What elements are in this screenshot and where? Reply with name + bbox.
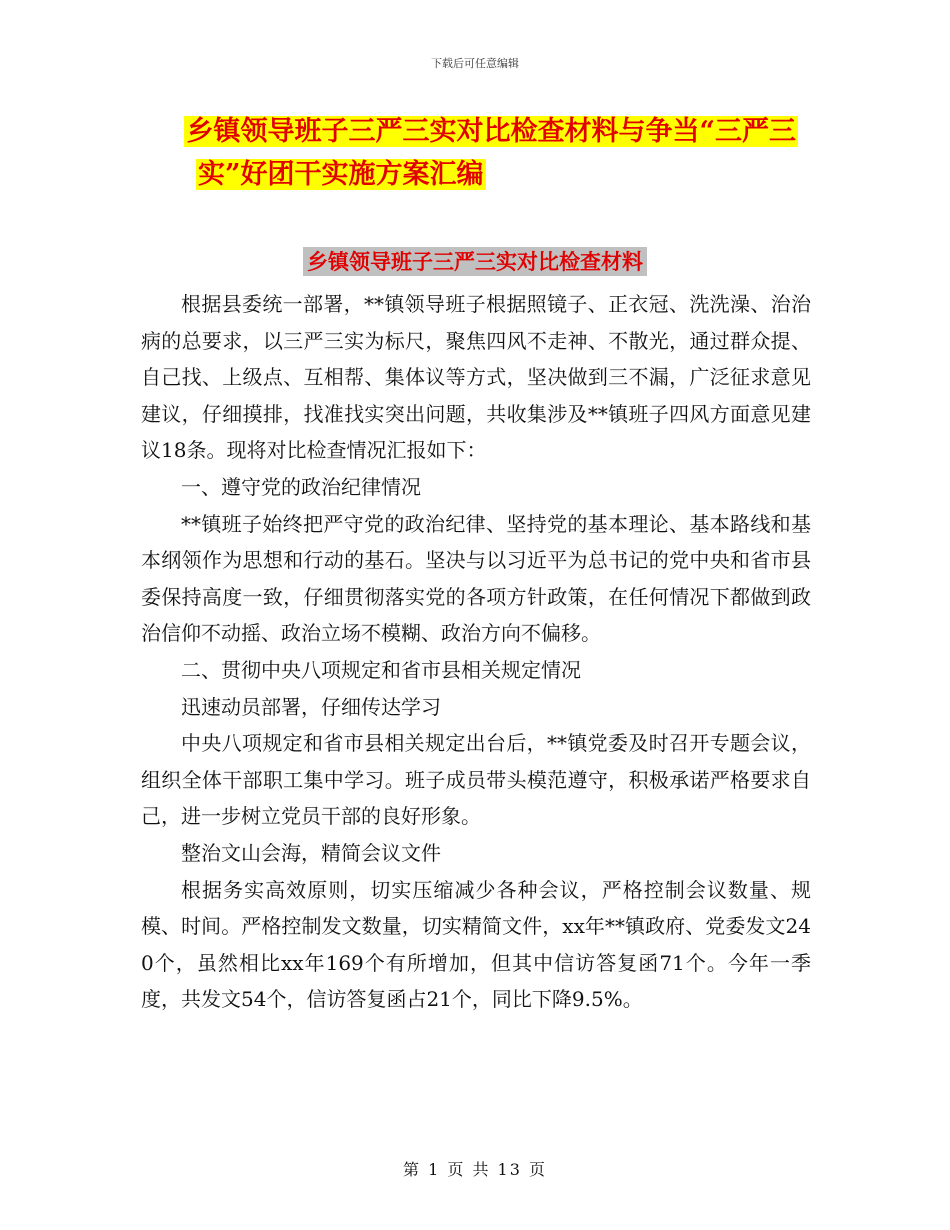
heading-section-2: 二、贯彻中央八项规定和省市县相关规定情况 [181, 657, 581, 682]
section-title-text: 乡镇领导班子三严三实对比检查材料 [303, 247, 647, 276]
main-title-line-1 [150, 112, 798, 152]
header-note: 下载后可任意编辑 [431, 57, 519, 70]
heading-section-1: 一、遵守党的政治纪律情况 [181, 474, 421, 499]
paragraph-political-discipline: **镇班子始终把严守党的政治纪律、坚持党的基本理论、基本路线和基本纲领作为思想和行动的基石。坚决与以习近平为总书记的党中央和省市县委保持高度一致，仔细贯彻落实党的各项方针政策，在任何情况下都做到政治信仰不动摇、政治立场不模糊、政治方向不偏移。 [141, 511, 811, 646]
main-title-text-2: 实”好团干实施方案汇编 [198, 159, 484, 190]
main-title-line-2 [196, 155, 846, 195]
main-title-text-1: 乡镇领导班子三严三实对比检查材料与争当“三严三 [186, 116, 796, 147]
section-title [0, 246, 950, 276]
paragraph-intro: 根据县委统一部署，**镇领导班子根据照镜子、正衣冠、洗洗澡、治治病的总要求，以三严三实为标尺，聚焦四风不走神、不散光，通过群众提、自己找、上级点、互相帮、集体议等方式，坚决做到三不漏，广泛征求意见建议，仔细摸排，找准找实突出问题，共收集涉及**镇班子四风方面意见建议18条。现将对比检查情况汇报如下： [141, 292, 811, 463]
paragraph-eight-rules: 中央八项规定和省市县相关规定出台后，**镇党委及时召开专题会议，组织全体干部职工集中学习。班子成员带头模范遵守，积极承诺严格要求自己，进一步树立党员干部的良好形象。 [141, 731, 811, 829]
subheading-mobilize: 迅速动员部署，仔细传达学习 [181, 694, 441, 719]
subheading-meetings: 整治文山会海，精简会议文件 [181, 840, 441, 865]
document-body [141, 286, 811, 1018]
paragraph-documents: 根据务实高效原则，切实压缩减少各种会议，严格控制会议数量、规模、时间。严格控制发文数量，切实精简文件，xx年**镇政府、党委发文240个，虽然相比xx年169个有所增加，但其中信访答复函71个。今年一季度，共发文54个，信访答复函占21个，同比下降9.5%。 [141, 877, 811, 1012]
page-footer: 第 1 页 共 13 页 [403, 1160, 547, 1179]
